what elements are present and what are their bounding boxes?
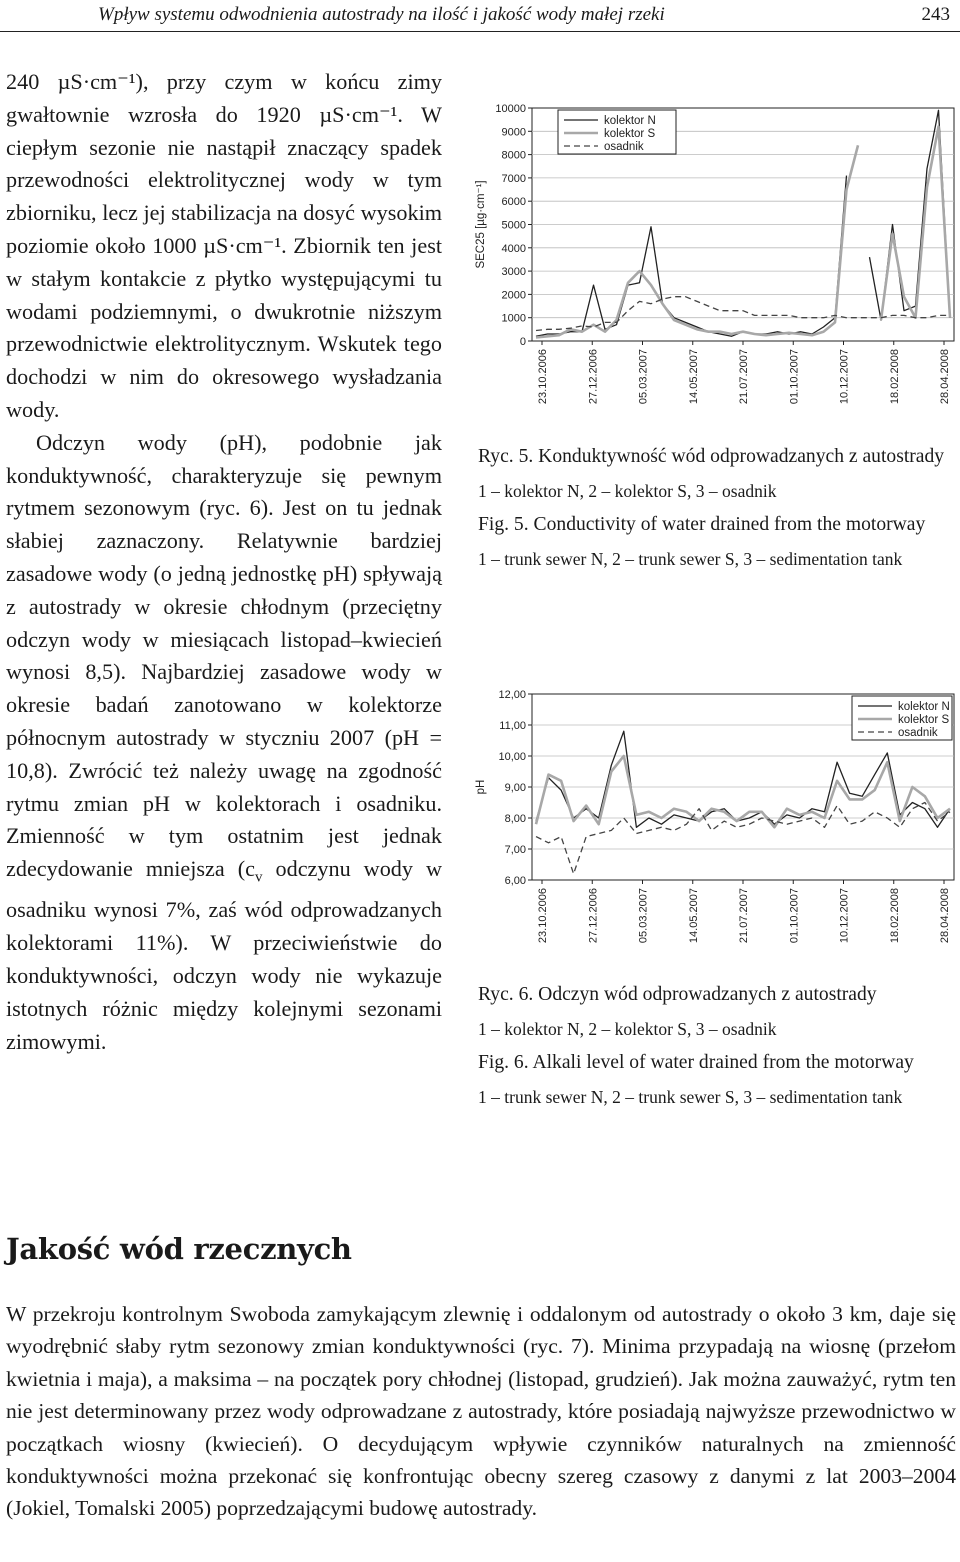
figure-6-legend-pl: 1 – kolektor N, 2 – kolektor S, 3 – osadnik	[478, 1019, 777, 1039]
y-tick-label: 1000	[501, 312, 526, 325]
header-rule	[0, 31, 960, 32]
series-line-kolektor-S	[536, 756, 950, 827]
figure-5-legend-pl: 1 – kolektor N, 2 – kolektor S, 3 – osadnik	[478, 481, 777, 501]
x-tick-label: 18.02.2008	[888, 349, 901, 405]
x-tick-label: 23.10.2006	[537, 349, 549, 405]
figure-6-caption-en: Fig. 6. Alkali level of water drained from the motorway	[478, 1052, 914, 1073]
y-tick-label: 11,00	[499, 720, 526, 732]
y-tick-label: 2000	[501, 289, 526, 302]
y-tick-label: 9000	[501, 126, 526, 139]
figure-6-caption	[478, 982, 958, 1118]
x-tick-label: 21.07.2007	[738, 349, 750, 405]
series-line-kolektor-S	[536, 145, 858, 337]
x-tick-label: 27.12.2006	[587, 888, 600, 944]
legend-label: kolektor N	[898, 701, 950, 713]
y-tick-label: 10000	[495, 103, 526, 115]
y-tick-label: 12,00	[498, 689, 526, 701]
paragraph-2	[6, 427, 442, 1059]
legend-label: kolektor S	[604, 128, 656, 140]
x-tick-label: 01.10.2007	[788, 349, 801, 405]
figure-5-caption	[478, 444, 958, 580]
x-tick-label: 28.04.2008	[939, 888, 951, 944]
y-tick-label: 4000	[501, 242, 526, 255]
series-line-kolektor-N	[870, 110, 951, 320]
running-header	[0, 0, 960, 34]
y-tick-label: 3000	[501, 266, 526, 279]
figure-6-svg	[470, 682, 958, 964]
figure-6-legend-en: 1 – trunk sewer N, 2 – trunk sewer S, 3 – sedimentation tank	[478, 1087, 903, 1107]
x-tick-label: 05.03.2007	[637, 888, 650, 944]
series-line-kolektor-N	[536, 731, 950, 827]
legend-label: osadnik	[898, 727, 938, 739]
paragraph-2-part-b: odczynu wody w osadniku wynosi 7%, zaś wód odprowadzanych kolektorami 11%). W przeciwieństwie do konduktywności, odczyn wody nie wykazuje istotnych różnic między kolejnymi sezonami zimowymi.	[6, 856, 442, 1054]
x-tick-label: 14.05.2007	[687, 888, 700, 944]
figure-5-caption-en: Fig. 5. Conductivity of water drained from the motorway	[478, 514, 926, 535]
page-number: 243	[921, 4, 950, 25]
legend-label: osadnik	[604, 141, 644, 153]
y-tick-label: 9,00	[504, 782, 526, 794]
x-tick-label: 23.10.2006	[537, 888, 549, 944]
section-paragraph: W przekroju kontrolnym Swoboda zamykającym zlewnię i oddalonym od autostrady o około 3 km, daje się wyodrębnić słaby rytm sezonowy zmian konduktywności (ryc. 7). Minima przypadają na wiosnę (przełom kwietnia i maja), a maksima – na początek pory chłodnej (listopad, grudzień). Jak można zauważyć, rytm ten nie jest determinowany przez wody odprowadzane z autostrady, które posiadają najwyższe przewodnictwo w początkach wiosny (kwiecień). O decydującym wpływie czynników naturalnych na zmienność konduktywności można przekonać się konfrontując obecny szereg czasowy z danymi z lat 2003–2004 (Jokiel, Tomalski 2005) poprzedzającymi budowę autostrady.	[6, 1302, 956, 1521]
y-tick-label: 7,00	[504, 844, 526, 856]
series-line-kolektor-S	[881, 127, 950, 320]
series-line-osadnik	[536, 803, 950, 874]
y-tick-label: 8000	[501, 149, 526, 162]
running-title: Wpływ systemu odwodnienia autostrady na ilość i jakość wody małej rzeki	[98, 4, 665, 25]
x-tick-label: 18.02.2008	[888, 888, 901, 944]
figure-5-chart	[470, 96, 958, 422]
figure-5-caption-pl: Ryc. 5. Konduktywność wód odprowadzanych z autostrady	[478, 446, 945, 467]
x-tick-label: 05.03.2007	[637, 349, 650, 405]
figure-6-caption-pl: Ryc. 6. Odczyn wód odprowadzanych z autostrady	[478, 984, 877, 1005]
y-tick-label: 10,00	[498, 751, 526, 763]
legend-label: kolektor N	[604, 115, 656, 127]
y-tick-label: 6000	[501, 196, 526, 209]
series-line-kolektor-N	[536, 176, 847, 337]
y-tick-label: 8,00	[504, 813, 526, 825]
x-tick-label: 14.05.2007	[687, 349, 700, 405]
y-tick-label: 7000	[501, 172, 526, 185]
x-tick-label: 21.07.2007	[738, 888, 750, 944]
y-axis-label: pH	[475, 779, 487, 795]
x-tick-label: 28.04.2008	[939, 349, 951, 405]
y-tick-label: 5000	[501, 219, 526, 232]
paragraph-2-part-a: Odczyn wody (pH), podobnie jak konduktywność, charakteryzuje się pewnym rytmem sezonowym (ryc. 6). Jest on tu jednak słabiej zaznaczony. Relatywnie bardziej zasadowe wody (o jedną jednostkę pH) spływają z autostrady w okresie chłodnym (przeciętny odczyn wody w miesiącach listopad–kwiecień wynosi 8,5). Najbardziej zasadowe wody w okresie badań zanotowano w kolektorze północnym autostrady w styczniu 2007 (pH = 10,8). Zwrócić też należy uwagę na zgodność rytmu zmian pH w kolektorach i osadniku. Zmienność w tym ostatnim jest jednak zdecydowanie mniejsza (c	[6, 429, 442, 882]
left-column	[6, 66, 442, 1058]
legend-label: kolektor S	[898, 714, 950, 726]
y-axis-label: SEC25 [µg·cm⁻¹]	[475, 180, 487, 269]
section-heading: Jakość wód rzecznych	[6, 1232, 352, 1266]
figure-5-legend-en: 1 – trunk sewer N, 2 – trunk sewer S, 3 – sedimentation tank	[478, 549, 903, 569]
x-tick-label: 10.12.2007	[838, 349, 851, 405]
figure-6-chart	[470, 682, 958, 964]
cv-subscript: v	[255, 869, 263, 886]
y-tick-label: 0	[519, 336, 526, 348]
figure-5-svg	[470, 96, 958, 422]
x-tick-label: 27.12.2006	[587, 349, 600, 405]
paragraph-1: 240 µS·cm⁻¹), przy czym w końcu zimy gwałtownie wzrosła do 1920 µS·cm⁻¹. W ciepłym sezonie nie nastąpił znaczący spadek przewodności elektrolitycznej wody w tym zbiorniku, lecz jej stabilizacja na dosyć wysokim poziomie około 1000 µS·cm⁻¹. Zbiornik ten jest w stałym kontakcie z płytko występującymi tu wodami podziemnymi, o dwukrotnie niższym przewodnictwie elektrolitycznym. Wskutek tego dochodzi w nim do okresowego wysładzania wody.	[6, 69, 442, 422]
x-tick-label: 10.12.2007	[838, 888, 851, 944]
y-tick-label: 6,00	[504, 875, 526, 887]
x-tick-label: 01.10.2007	[788, 888, 801, 944]
